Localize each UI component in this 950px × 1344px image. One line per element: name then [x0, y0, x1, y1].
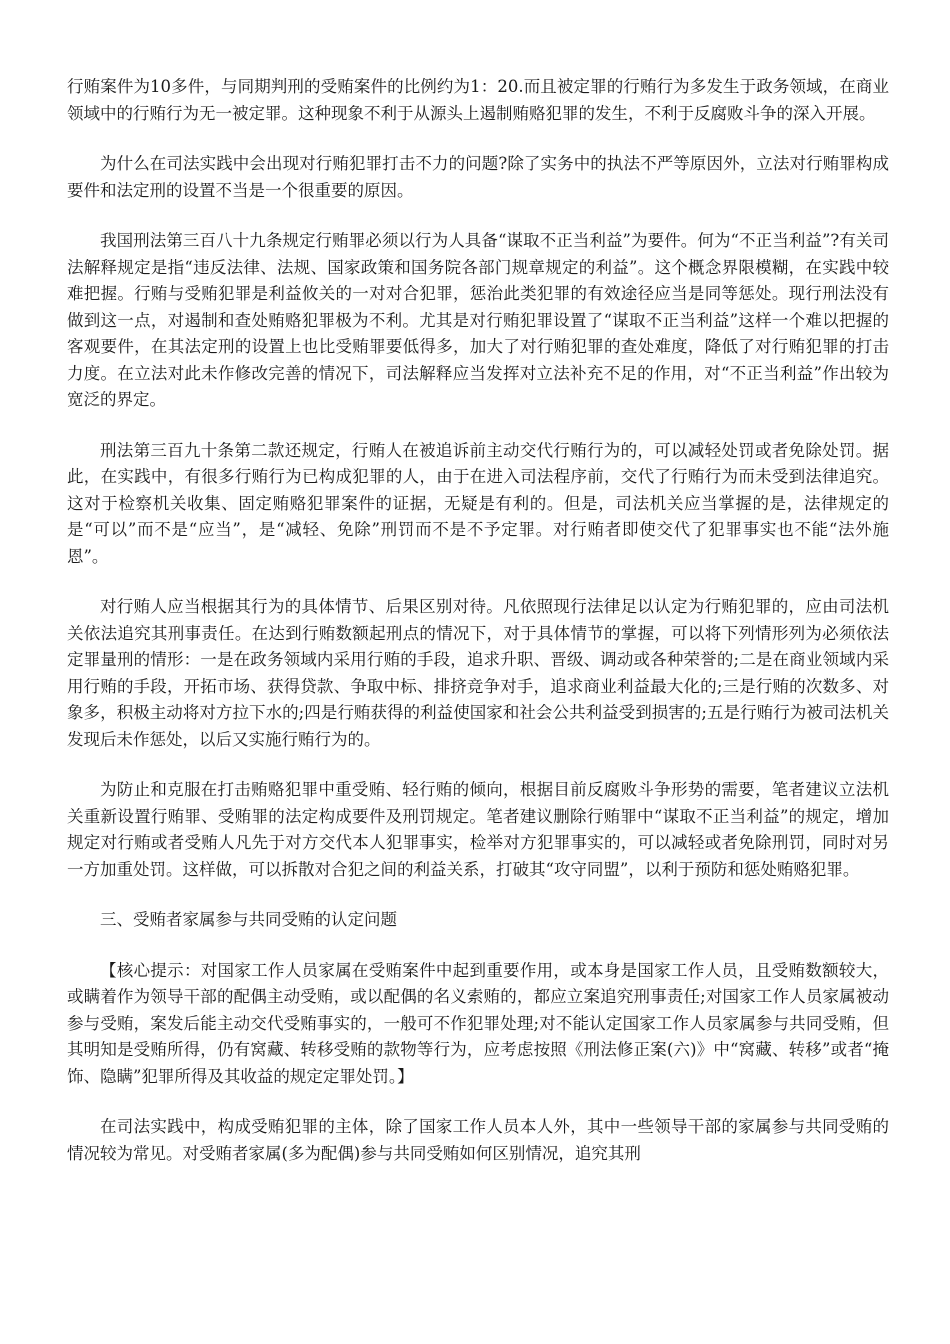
- paragraph-core-tip: 【核心提示：对国家工作人员家属在受贿案件中起到重要作用，或本身是国家工作人员，且受贿数额较大，或瞒着作为领导干部的配偶主动受贿，或以配偶的名义索贿的，都应立案追究刑事责任;对国家工作人员家属被动参与受贿，案发后能主动交代受贿事实的，一般可不作犯罪处理;对不能认定国家工作人员家属参与共同受贿，但其明知是受贿所得，仍有窝藏、转移受贿的款物等行为，应考虑按照《刑法修正案(六)》中“窝藏、转移”或者“掩饰、隐瞒”犯罪所得及其收益的规定定罪处罚。】: [67, 960, 889, 1086]
- paragraph-differentiated-treatment: 对行贿人应当根据其行为的具体情节、后果区别对待。凡依照现行法律足以认定为行贿犯罪的，应由司法机关依法追究其刑事责任。在达到行贿数额起刑点的情况下，对于具体情节的掌握，可以将下列情形列为必须依法定罪量刑的情形：一是在政务领域内采用行贿的手段，追求升职、晋级、调动或各种荣誉的;二是在商业领域内采用行贿的手段，开拓市场、获得贷款、争取中标、排挤竞争对手，追求商业利益最大化的;三是行贿的次数多、对象多，积极主动将对方拉下水的;四是行贿获得的利益使国家和社会公共利益受到损害的;五是行贿行为被司法机关发现后未作惩处，以后又实施行贿行为的。: [67, 597, 889, 749]
- paragraph-article-389: 我国刑法第三百八十九条规定行贿罪必须以行为人具备“谋取不正当利益”为要件。何为“不正当利益”?有关司法解释规定是指“违反法律、法规、国家政策和国务院各部门规章规定的利益”。这个概念界限模糊，在实践中较难把握。行贿与受贿犯罪是利益攸关的一对对合犯罪，惩治此类犯罪的有效途径应当是同等惩处。现行刑法没有做到这一点，对遏制和查处贿赂犯罪极为不利。尤其是对行贿犯罪设置了“谋取不正当利益”这样一个难以把握的客观要件，在其法定刑的设置上也比受贿罪要低得多，加大了对行贿犯罪的查处难度，降低了对行贿犯罪的打击力度。在立法对此未作修改完善的情况下，司法解释应当发挥对立法补充不足的作用，对“不正当利益”作出较为宽泛的界定。: [67, 231, 889, 409]
- section-heading-3: 三、受贿者家属参与共同受贿的认定问题: [100, 910, 397, 929]
- paragraph-legislative-suggestion: 为防止和克服在打击贿赂犯罪中重受贿、轻行贿的倾向，根据目前反腐败斗争形势的需要，笔者建议立法机关重新设置行贿罪、受贿罪的法定构成要件及刑罚规定。笔者建议删除行贿罪中“谋取不正当利益”的规定，增加规定对行贿或者受贿人凡先于对方交代本人犯罪事实，检举对方犯罪事实的，可以减轻或者免除刑罚，同时对另一方加重处罚。这样做，可以拆散对合犯之间的利益关系，打破其“攻守同盟”，以利于预防和惩处贿赂犯罪。: [67, 780, 889, 879]
- paragraph-why-ineffective: 为什么在司法实践中会出现对行贿犯罪打击不力的问题?除了实务中的执法不严等原因外，立法对行贿罪构成要件和法定刑的设置不当是一个很重要的原因。: [67, 154, 889, 200]
- document-page: [67, 74, 889, 1191]
- paragraph-intro: 行贿案件为10多件，与同期判刑的受贿案件的比例约为1：20.而且被定罪的行贿行为多发生于政务领域，在商业领域中的行贿行为无一被定罪。这种现象不利于从源头上遏制贿赂犯罪的发生，不利于反腐败斗争的深入开展。: [67, 77, 889, 123]
- paragraph-article-390: 刑法第三百九十条第二款还规定，行贿人在被追诉前主动交代行贿行为的，可以减轻处罚或者免除处罚。据此，在实践中，有很多行贿行为已构成犯罪的人，由于在进入司法程序前，交代了行贿行为而未受到法律追究。这对于检察机关收集、固定贿赂犯罪案件的证据，无疑是有利的。但是，司法机关应当掌握的是，法律规定的是“可以”而不是“应当”，是“减轻、免除”刑罚而不是不予定罪。对行贿者即使交代了犯罪事实也不能“法外施恩”。: [67, 440, 889, 566]
- paragraph-family-bribery: 在司法实践中，构成受贿犯罪的主体，除了国家工作人员本人外，其中一些领导干部的家属参与共同受贿的情况较为常见。对受贿者家属(多为配偶)参与共同受贿如何区别情况，追究其刑: [67, 1117, 889, 1163]
